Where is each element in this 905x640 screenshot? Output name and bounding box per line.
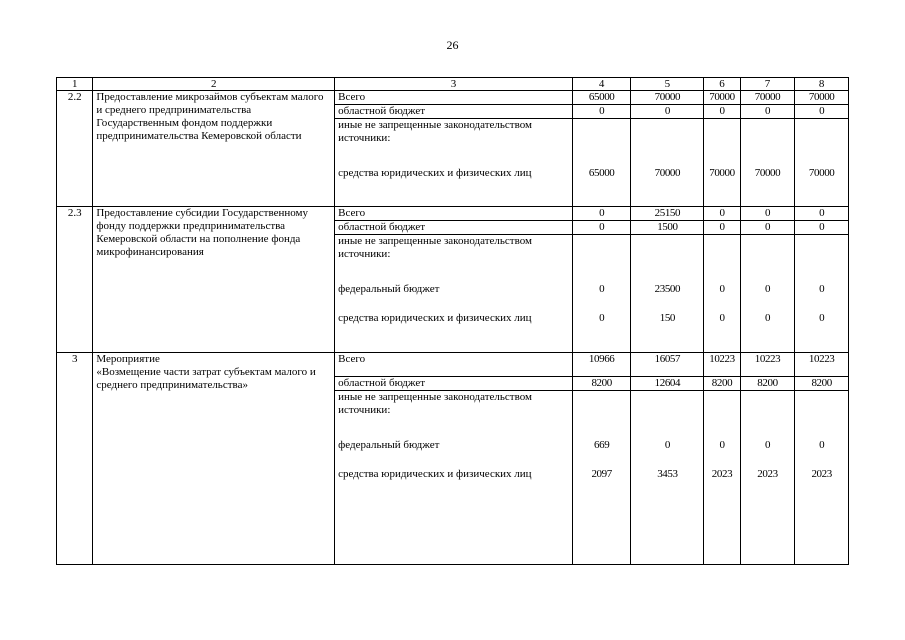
source-value: 0 — [819, 439, 825, 451]
value-cell — [740, 391, 795, 565]
value-cell: 10223 — [740, 353, 795, 377]
source-value: 3453 — [657, 468, 678, 480]
source-value: 2023 — [811, 468, 832, 480]
source-value: 2097 — [591, 468, 612, 480]
section-title: Мероприятие — [96, 353, 160, 365]
sources-cell — [335, 235, 573, 353]
source-value: 70000 — [654, 167, 681, 179]
row-label: Всего — [335, 207, 573, 221]
header-cell: 1 — [57, 78, 93, 91]
value-cell: 0 — [704, 105, 740, 119]
header-row — [57, 78, 849, 91]
value-cell — [795, 391, 849, 565]
section-title: Предоставление субсидии Государственному фонду поддержки предпринимательства Кемеровской области на пополнение фонда микрофинансирования — [93, 207, 335, 353]
other-sources-label: иные не запрещенные законодательством источники: — [338, 235, 532, 260]
value-cell: 0 — [631, 105, 704, 119]
row-label: областной бюджет — [335, 221, 573, 235]
row-label: областной бюджет — [335, 105, 573, 119]
value-cell: 0 — [572, 207, 631, 221]
source-value: 2023 — [711, 468, 733, 480]
value-cell — [795, 119, 849, 207]
source-value: 150 — [659, 312, 676, 324]
row-label: Всего — [335, 353, 573, 377]
value-cell: 10966 — [572, 353, 631, 377]
source-label: федеральный бюджет — [338, 439, 440, 451]
source-label: средства юридических и физических лиц — [338, 312, 532, 324]
value-cell — [704, 391, 740, 565]
source-value: 70000 — [754, 167, 781, 179]
section-id: 2.2 — [57, 91, 93, 207]
header-cell: 8 — [795, 78, 849, 91]
source-value: 669 — [594, 439, 610, 451]
source-value: 0 — [764, 283, 771, 295]
source-value: 0 — [664, 439, 670, 451]
source-value: 0 — [599, 283, 605, 295]
section-title: Предоставление микрозаймов субъектам малого и среднего предпринимательства Государственным фондом поддержки предпринимательства Кемеровской области — [93, 91, 335, 207]
value-cell — [704, 235, 740, 353]
table-row — [57, 353, 849, 377]
value-cell: 25150 — [631, 207, 704, 221]
funding-table — [56, 77, 849, 565]
source-label: средства юридических и физических лиц — [338, 468, 532, 480]
value-cell — [572, 235, 631, 353]
value-cell — [631, 235, 704, 353]
source-value: 70000 — [709, 167, 735, 179]
value-cell — [572, 119, 631, 207]
value-cell: 10223 — [704, 353, 740, 377]
header-cell: 4 — [572, 78, 631, 91]
value-cell: 70000 — [704, 91, 740, 105]
value-cell: 65000 — [572, 91, 631, 105]
source-value: 70000 — [808, 167, 835, 179]
source-value: 65000 — [588, 167, 615, 179]
source-label: средства юридических и физических лиц — [338, 167, 532, 179]
source-value: 23500 — [654, 283, 681, 295]
value-cell — [572, 391, 631, 565]
source-value: 2023 — [757, 468, 778, 480]
value-cell — [704, 119, 740, 207]
sources-cell — [335, 119, 573, 207]
value-cell: 0 — [795, 105, 849, 119]
value-cell: 0 — [795, 221, 849, 235]
section-id: 3 — [57, 353, 93, 565]
value-cell: 8200 — [795, 377, 849, 391]
source-value: 0 — [819, 283, 825, 295]
source-value: 0 — [719, 283, 725, 295]
source-label: федеральный бюджет — [338, 283, 440, 295]
value-cell: 0 — [704, 221, 740, 235]
table-row — [57, 91, 849, 105]
other-sources-label: иные не запрещенные законодательством источники: — [338, 119, 532, 144]
source-value: 0 — [764, 439, 771, 451]
value-cell: 0 — [795, 207, 849, 221]
header-cell: 3 — [335, 78, 573, 91]
value-cell: 70000 — [795, 91, 849, 105]
value-cell: 0 — [740, 207, 795, 221]
page-number: 26 — [446, 38, 459, 52]
value-cell — [631, 119, 704, 207]
section-title-cell — [93, 353, 335, 565]
sources-cell — [335, 391, 573, 565]
row-label: областной бюджет — [335, 377, 573, 391]
source-value: 0 — [764, 312, 771, 324]
header-cell: 5 — [631, 78, 704, 91]
value-cell — [631, 391, 704, 565]
row-label: Всего — [335, 91, 573, 105]
header-cell: 2 — [93, 78, 335, 91]
value-cell — [740, 119, 795, 207]
value-cell — [740, 235, 795, 353]
other-sources-label: иные не запрещенные законодательством источники: — [338, 391, 532, 416]
section-id: 2.3 — [57, 207, 93, 353]
value-cell: 10223 — [795, 353, 849, 377]
value-cell — [795, 235, 849, 353]
value-cell: 0 — [704, 207, 740, 221]
value-cell: 70000 — [631, 91, 704, 105]
value-cell: 8200 — [740, 377, 795, 391]
value-cell: 0 — [740, 105, 795, 119]
source-value: 0 — [719, 312, 725, 324]
value-cell: 0 — [572, 105, 631, 119]
value-cell: 0 — [572, 221, 631, 235]
value-cell: 12604 — [631, 377, 704, 391]
table-row — [57, 207, 849, 221]
source-value: 0 — [599, 312, 605, 324]
source-value: 0 — [719, 439, 725, 451]
header-cell: 7 — [740, 78, 795, 91]
section-title: «Возмещение части затрат субъектам малого и среднего предпринимательства» — [96, 366, 316, 391]
value-cell: 1500 — [631, 221, 704, 235]
value-cell: 8200 — [704, 377, 740, 391]
value-cell: 70000 — [740, 91, 795, 105]
value-cell: 0 — [740, 221, 795, 235]
header-cell: 6 — [704, 78, 740, 91]
source-value: 0 — [819, 312, 825, 324]
value-cell: 8200 — [572, 377, 631, 391]
value-cell: 16057 — [631, 353, 704, 377]
